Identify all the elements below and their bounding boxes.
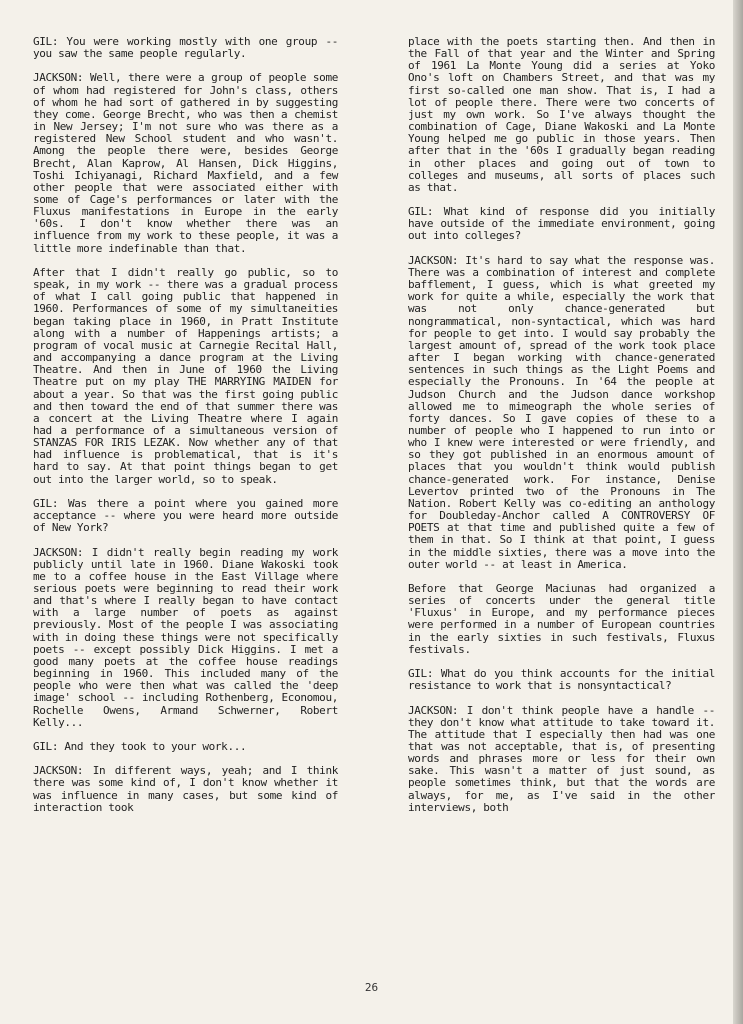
right-paragraph-1: place with the poets starting then. And then in the Fall of that year and the Winter and Spring of 1961 La Monte Young did a series at Yoko Ono's loft on Chambers Street, and that was my first so-called one man show. That is, I had a lot of people there. There were two concerts of just my own work. So I've always thought the combination of Cage, Diane Wakoski and La Monte Young helped me go public in those years. Then after that in the '60s I gradually began reading in other places and going out of town to colleges and museums, all sorts of places such as that. — [408, 35, 715, 194]
page-number: 26 — [364, 981, 379, 994]
page-edge-shadow — [733, 0, 743, 1024]
right-paragraph-2: GIL: What kind of response did you initially have outside of the immediate environment, going out into colleges? — [408, 205, 715, 243]
left-paragraph-6: GIL: And they took to your work... — [33, 739, 247, 753]
left-paragraph-2: JACKSON: Well, there were a group of people some of whom had registered for John's class, others of whom he had sort of gathered in by suggesting they come. George Brecht, who was then a chemist in New Jersey; I'm not sure who was there as a registered New School student and who wasn't. Among the people there were, besides George Brecht, Alan Kaprow, Al Hansen, Dick Higgins, Toshi Ichiyanagi, Richard Maxfield, and a few other people that were associated either with some of Cage's performances or later with the Fluxus manifestations in Europe in the early '60s. I don't know whether there was an influence from my work to these people, it was a little more indefinable than that. — [33, 71, 338, 255]
right-paragraph-4: Before that George Maciunas had organized a series of concerts under the general title 'Fluxus' in Europe, and my performance pieces were performed in a number of European countries in the early sixties in such festivals, Fluxus festivals. — [408, 581, 715, 656]
right-paragraph-3: JACKSON: It's hard to say what the response was. There was a combination of interest and complete bafflement, I guess, which is what greeted my work for quite a while, especially the work that was not only chance-generated but nongrammatical, non-syntactical, which was hard for people to get into. I would say probably the largest amount of, spread of the work took place after I began working with chance-generated sentences in such things as the Light Poems and especially the Pronouns. In '64 the people at Judson Church and the Judson dance workshop allowed me to mimeograph the whole series of forty dances. So I gave copies of these to a number of people who I happened to run into or who I knew were interested or were friendly, and so they got published in an enormous amount of places that you wouldn't think would publish chance-generated work. For instance, Denise Levertov printed two of the Pronouns in The Nation. Robert Kelly was co-editing an anthology for Doubleday-Anchor called A CONTROVERSY OF POETS at that time and published quite a few of them in that. So I think at that point, I guess in the middle sixties, there was a move into the outer world -- at least in America. — [408, 253, 715, 571]
left-paragraph-7: JACKSON: In different ways, yeah; and I think there was some kind of, I don't know whether it was influence in many cases, but some kind of interaction took — [33, 764, 338, 814]
left-paragraph-3: After that I didn't really go public, so to speak, in my work -- there was a gradual process of what I call going public that happened in 1960. Performances of some of my simultaneities began taking place in 1960, in Pratt Institute along with a number of Happenings artists; a program of vocal music at Carnegie Recital Hall, and accompanying a dance program at the Living Theatre. And then in June of 1960 the Living Theatre put on my play THE MARRYING MAIDEN for about a year. So that was the first going public and then toward the end of that summer there was a concert at the Living Theatre where I again had a performance of a simultaneous version of STANZAS FOR IRIS LEZAK. Now whether any of that had influence is problematical, that is it's hard to say. At that point things began to get out into the larger world, so to speak. — [33, 265, 338, 486]
right-column — [408, 36, 715, 826]
left-paragraph-1: GIL: You were working mostly with one group -- you saw the same people regularly. — [33, 35, 338, 61]
left-column — [33, 36, 338, 826]
right-paragraph-5: GIL: What do you think accounts for the initial resistance to work that is nonsyntactical? — [408, 667, 715, 693]
right-paragraph-6: JACKSON: I don't think people have a handle -- they don't know what attitude to take toward it. The attitude that I especially then had was one that was not acceptable, that is, of presenting words and phrases more or less for their own sake. This wasn't a matter of just sound, as people sometimes think, but that the words are always, for me, as I've said in the other interviews, both — [408, 703, 715, 814]
left-paragraph-4: GIL: Was there a point where you gained more acceptance -- where you were heard more outside of New York? — [33, 496, 338, 535]
left-paragraph-5: JACKSON: I didn't really begin reading my work publicly until late in 1960. Diane Wakoski took me to a coffee house in the East Village where serious poets were beginning to read their work and that's where I really began to have contact with a large number of poets as against previously. Most of the people I was associating with in doing these things were not specifically poets -- except possibly Dick Higgins. I met a good many poets at the coffee house readings beginning in 1960. This included many of the people who were then what was called the 'deep image' school -- including Rothenberg, Economou, Rochelle Owens, Armand Schwerner, Robert Kelly... — [33, 545, 338, 729]
